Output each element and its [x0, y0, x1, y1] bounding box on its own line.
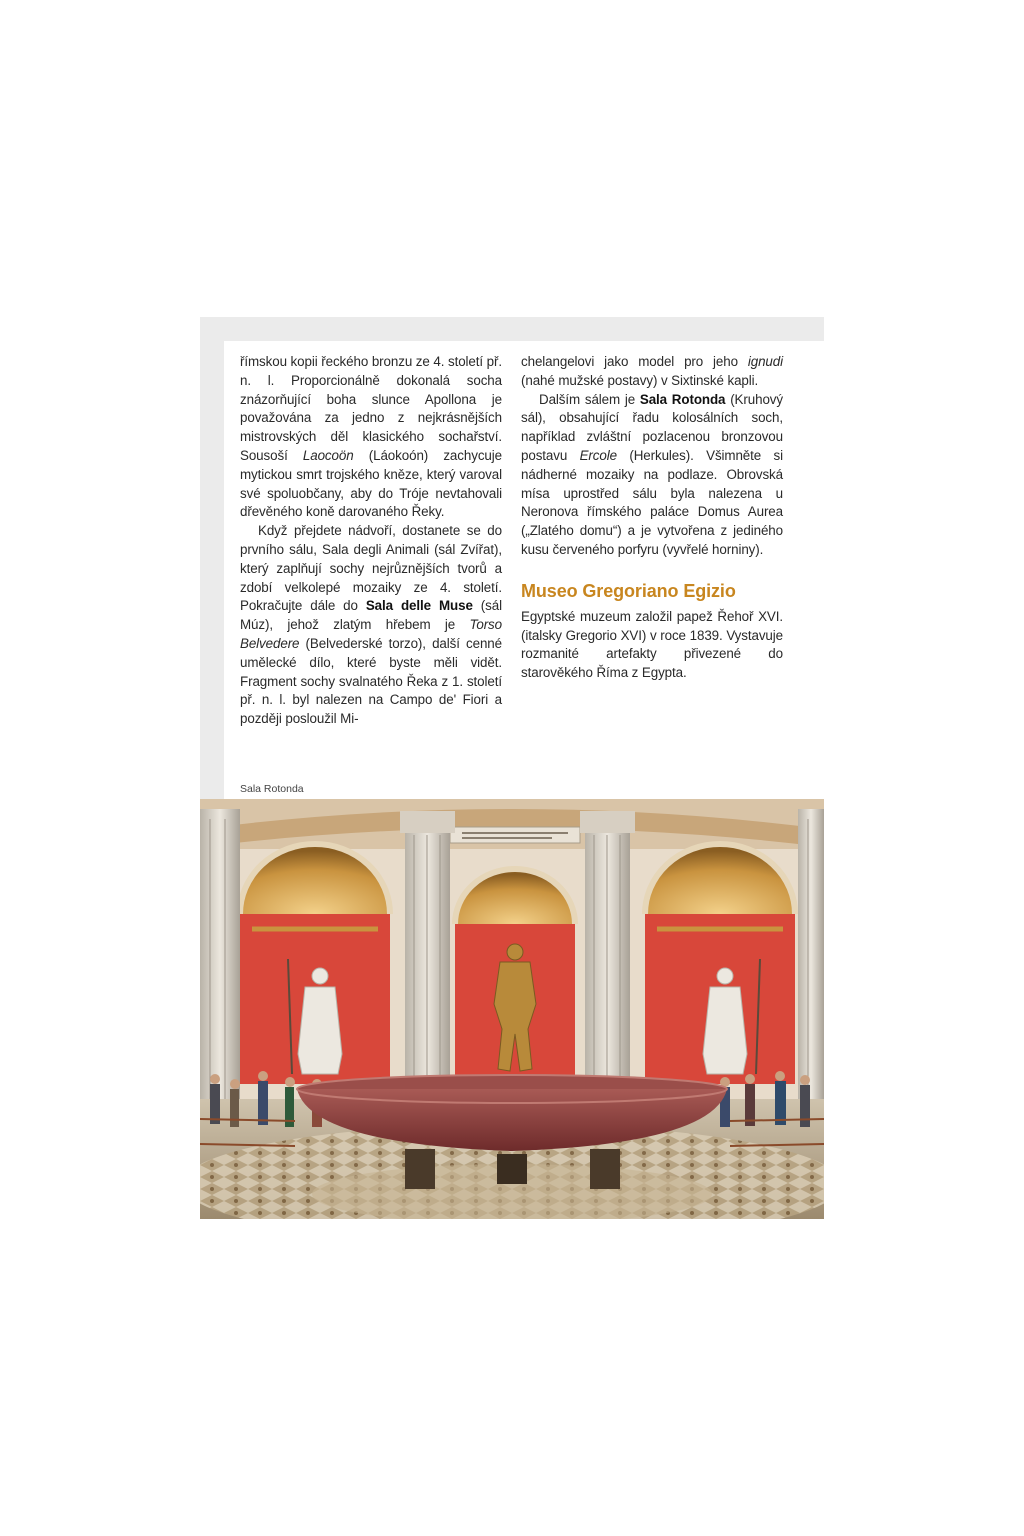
text-run: (Belvederské torzo), další cenné umělecké dílo, které byste měli vidět. Fragment sochy svalnatého Řeka z 1. století př. n. l. byl nalezen na Campo de' Fiori a později posloužil Mi-	[240, 635, 502, 727]
italic-term: Ercole	[579, 447, 617, 463]
text-column-right	[521, 353, 783, 683]
italic-term: Torso Belvedere	[240, 617, 502, 651]
sala-rotonda-photo	[200, 799, 824, 1219]
page-left-band	[200, 317, 224, 799]
text-column-left	[240, 353, 502, 729]
paragraph	[240, 522, 502, 729]
text-run: Dalším sálem je	[539, 391, 640, 407]
paragraph	[240, 353, 502, 522]
paragraph: Egyptské muzeum založil papež Řehoř XVI. (italsky Gregorio XVI) v roce 1839. Vystavuje rozmanité artefakty přivezené do starověkého Říma z Egypta.	[521, 608, 783, 681]
bold-term: Sala Rotonda	[639, 391, 726, 407]
paragraph	[521, 391, 783, 560]
paragraph	[521, 353, 783, 391]
text-run: římskou kopii řeckého bronzu ze 4. století př. n. l. Proporcionálně dokonalá socha znázorňující boha slunce Apollona je považována za jedno z nejkrásnějších mistrovských děl klasického sochařství. Sousoší	[240, 354, 502, 463]
bold-term: Sala delle Muse	[365, 598, 473, 614]
italic-term: Laocoön	[302, 447, 354, 463]
photo-caption: Sala Rotonda	[240, 783, 304, 795]
text-run: (sál Múz), jehož zlatým hřebem je	[240, 598, 502, 633]
italic-term: ignudi	[747, 354, 783, 369]
text-run: Když přejdete nádvoří, dostanete se do prvního sálu, Sala degli Animali (sál Zvířat), který zaplňují sochy nejrůznějších tvorů a zdobí velkolepé mozaiky ze 4. století. Pokračujte dále do	[240, 523, 502, 614]
text-run: chelangelovi jako model pro jeho	[521, 354, 748, 369]
text-run: (Láokoón) zachycuje mytickou smrt trojského kněze, který varoval své spoluobčany, aby do Tróje nevtahovali dřevěného koně darovaného Řeky.	[240, 447, 502, 520]
text-run: (nahé mužské postavy) v Sixtinské kapli.	[521, 372, 759, 388]
section-heading: Museo Gregoriano Egizio	[521, 580, 736, 601]
page-top-band	[200, 317, 824, 341]
text-run: (Kruhový sál), obsahující řadu kolosálních soch, například zvláštní pozlacenou bronzovou postavu	[521, 391, 783, 463]
book-page	[200, 317, 824, 1219]
text-run: (Herkules). Všimněte si nádherné mozaiky na podlaze. Obrovská mísa uprostřed sálu byla nalezena u Neronova římského paláce Domus Aurea („Zlatého domu“) a je vytvořena z jediného kusu červeného porfyru (vyvřelé horniny).	[521, 447, 783, 557]
